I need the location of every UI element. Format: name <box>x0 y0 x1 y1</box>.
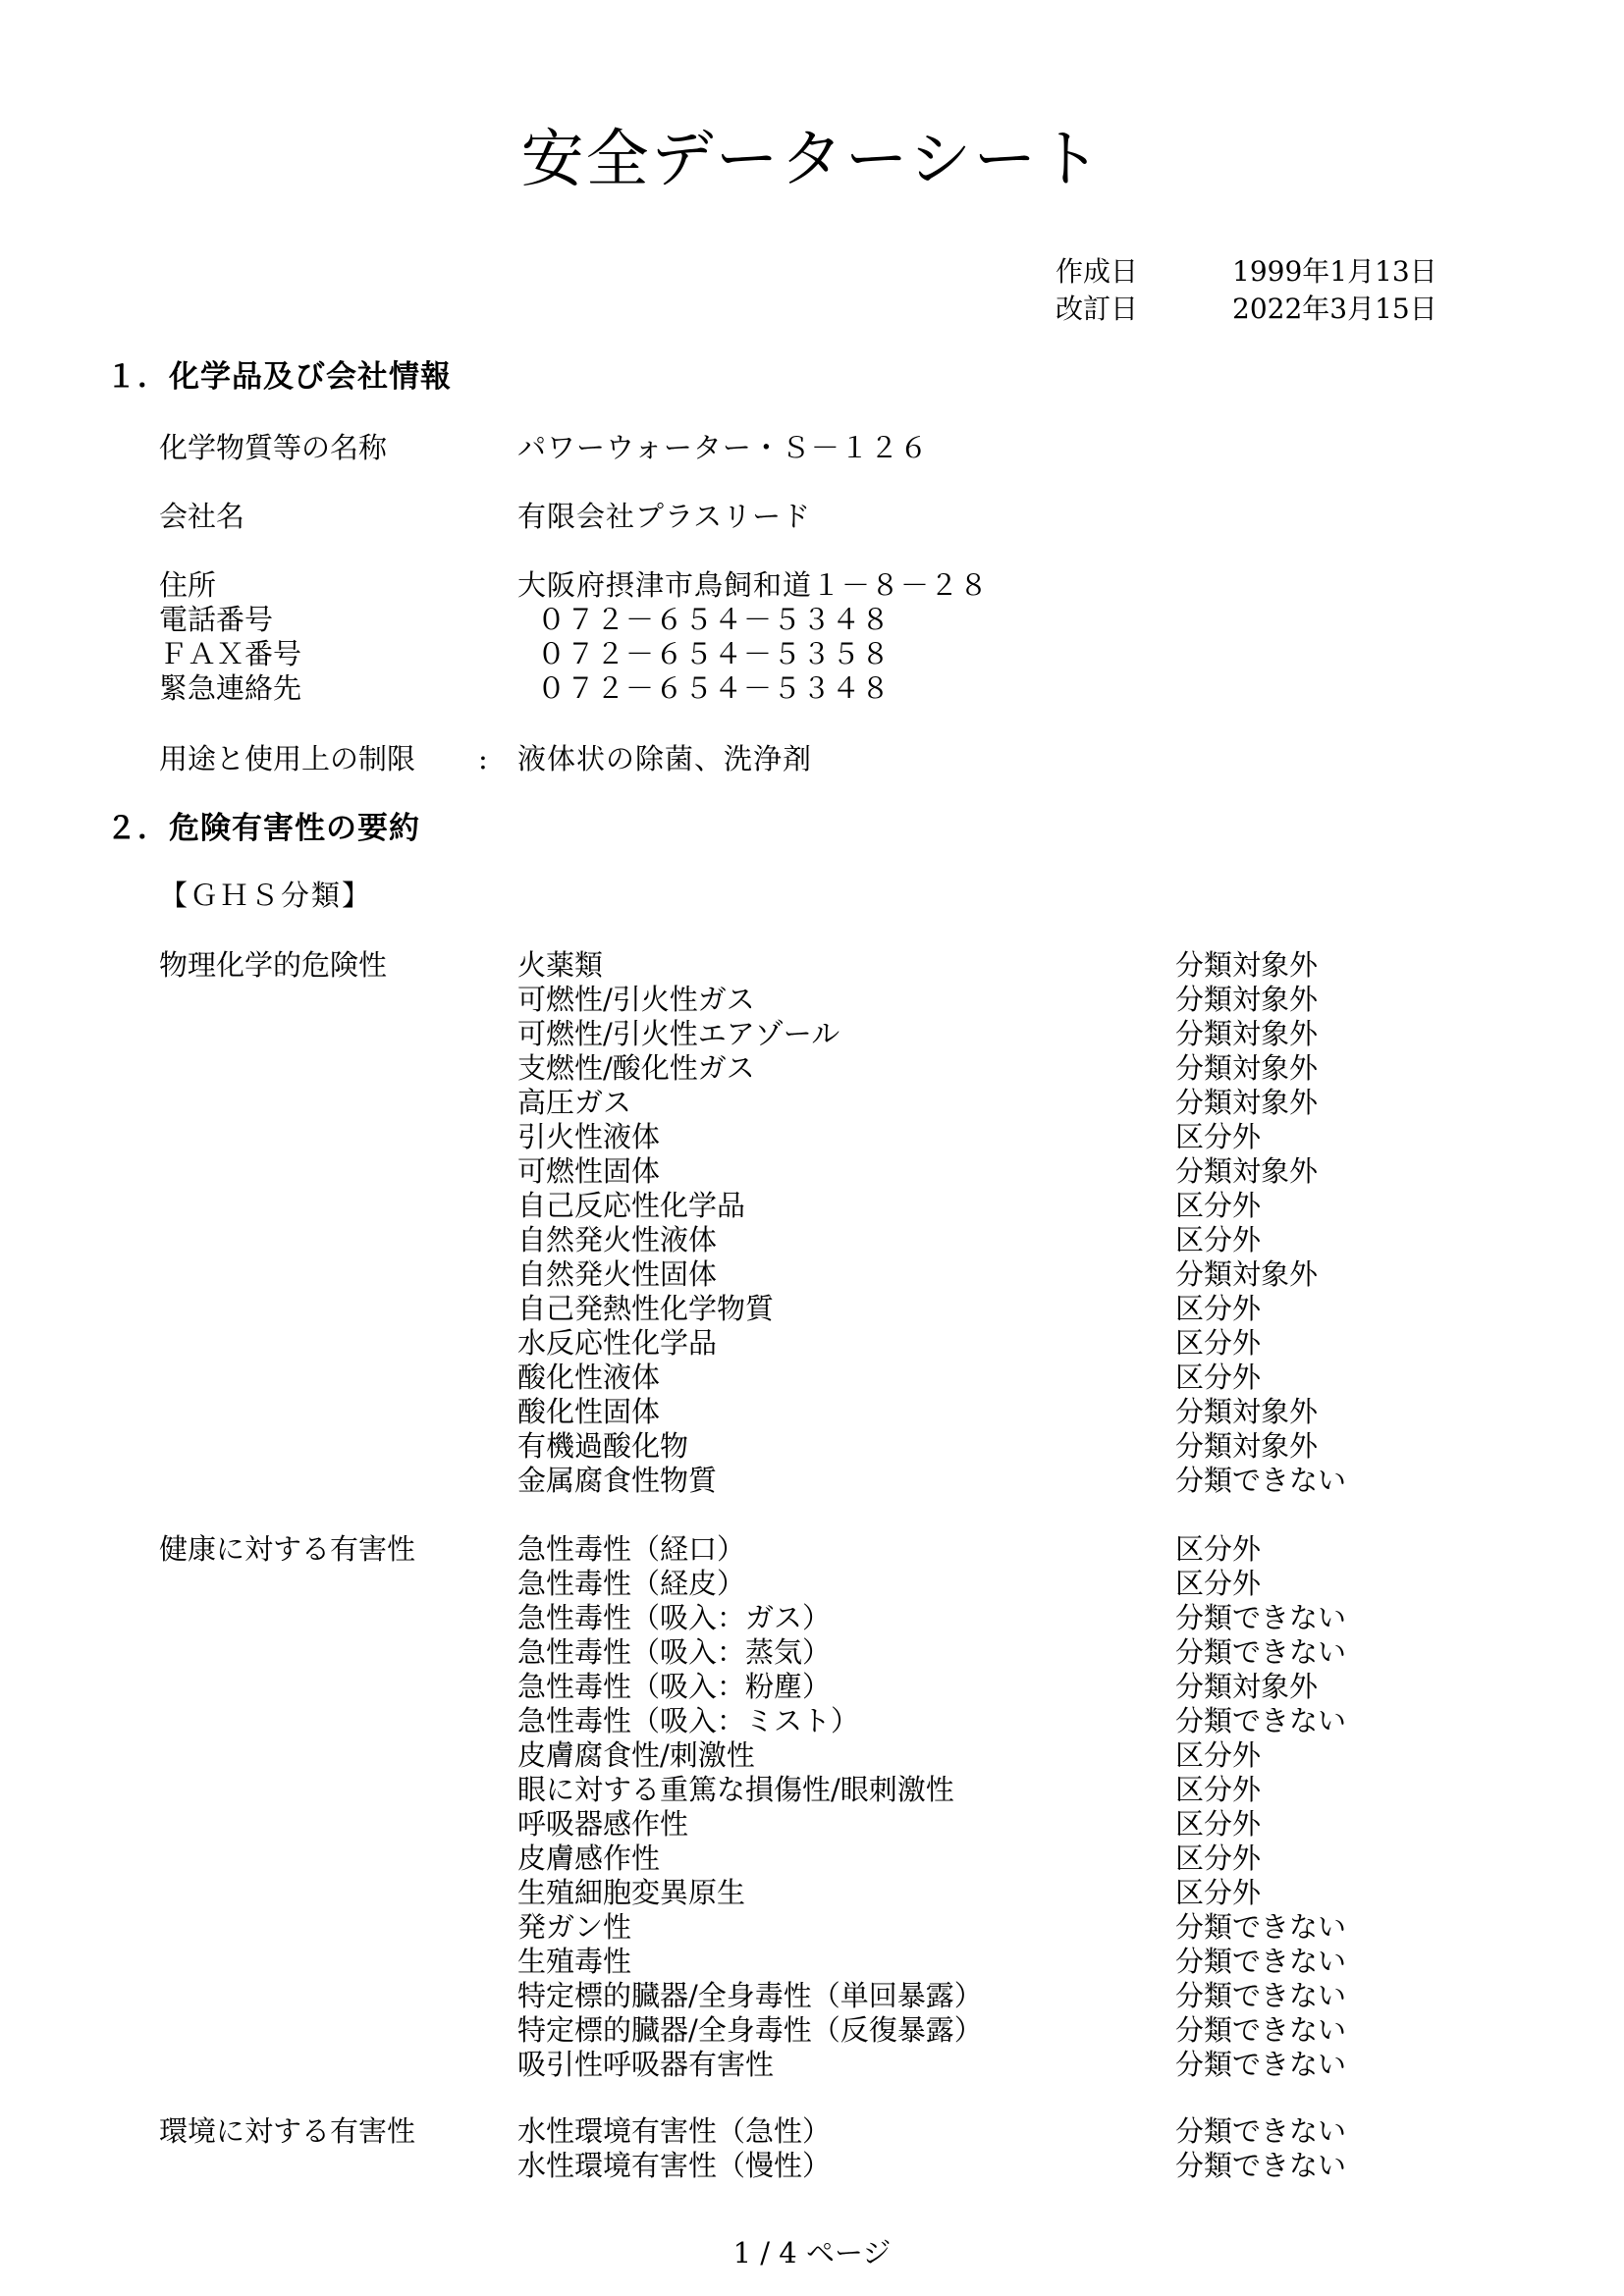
hazard-name: 自己反応性化学品 <box>517 1189 746 1222</box>
hazard-classification: 分類できない <box>1175 1464 1347 1497</box>
hazard-row <box>517 1738 1372 1773</box>
hazard-name: 特定標的臓器/全身毒性（反復暴露） <box>517 2013 983 2047</box>
physical-hazards-list <box>517 948 1372 1498</box>
hazard-classification: 分類できない <box>1175 2013 1347 2047</box>
address-label: 住所 <box>159 568 217 602</box>
hazard-row <box>517 1326 1372 1361</box>
hazard-row <box>517 1429 1372 1464</box>
hazard-row <box>517 1876 1372 1910</box>
hazard-classification: 分類対象外 <box>1175 1257 1319 1291</box>
hazard-row <box>517 1945 1372 1979</box>
hazard-name: 引火性液体 <box>517 1120 661 1153</box>
revised-date-label: 改訂日 <box>1056 293 1139 325</box>
hazard-row <box>517 1910 1372 1945</box>
hazard-row <box>517 1257 1372 1292</box>
hazard-row <box>517 1361 1372 1395</box>
hazard-name: 急性毒性（経口） <box>517 1532 746 1566</box>
usage-value: 液体状の除菌、洗浄剤 <box>517 742 813 775</box>
hazard-row <box>517 2149 1372 2183</box>
hazard-name: 自然発火性液体 <box>517 1223 718 1256</box>
hazard-name: 急性毒性（吸入：粉塵） <box>517 1670 832 1703</box>
usage-field <box>159 741 812 776</box>
hazard-row <box>517 2013 1372 2048</box>
hazard-name: 特定標的臓器/全身毒性（単回暴露） <box>517 1979 983 2012</box>
hazard-classification: 分類できない <box>1175 1601 1347 1634</box>
hazard-name: 有機過酸化物 <box>517 1429 689 1463</box>
hazard-row <box>517 2048 1372 2082</box>
created-date-value: 1999年1月13日 <box>1232 255 1437 288</box>
address-value: 大阪府摂津市鳥飼和道１－８－２８ <box>517 568 990 602</box>
hazard-name: 火薬類 <box>517 948 604 982</box>
hazard-name: 急性毒性（吸入：蒸気） <box>517 1635 832 1669</box>
hazard-row <box>517 983 1372 1017</box>
company-value: 有限会社プラスリード <box>517 500 812 533</box>
hazard-name: 自己発熱性化学物質 <box>517 1292 775 1325</box>
hazard-classification: 区分外 <box>1175 1361 1262 1394</box>
hazard-row <box>517 1395 1372 1429</box>
hazard-classification: 分類対象外 <box>1175 948 1319 982</box>
document-dates <box>1056 253 1448 328</box>
hazard-classification: 分類できない <box>1175 1945 1347 1978</box>
hazard-name: 可燃性/引火性ガス <box>517 983 755 1016</box>
hazard-classification: 分類できない <box>1175 2114 1347 2148</box>
hazard-name: 吸引性呼吸器有害性 <box>517 2048 775 2081</box>
hazard-name: 生殖毒性 <box>517 1945 632 1978</box>
section-2-heading: ２．危険有害性の要約 <box>106 811 420 846</box>
hazard-row <box>517 1120 1372 1154</box>
company-field <box>159 499 811 534</box>
hazard-name: 皮膚腐食性/刺激性 <box>517 1738 755 1772</box>
hazard-row <box>517 1635 1372 1670</box>
created-date-row <box>1056 253 1448 291</box>
hazard-name: 自然発火性固体 <box>517 1257 718 1291</box>
usage-label: 用途と使用上の制限 <box>159 742 416 775</box>
hazard-row <box>517 1086 1372 1120</box>
hazard-name: 酸化性液体 <box>517 1361 661 1394</box>
hazard-row <box>517 1189 1372 1223</box>
hazard-name: 眼に対する重篤な損傷性/眼刺激性 <box>517 1773 954 1806</box>
hazard-classification: 区分外 <box>1175 1189 1262 1222</box>
health-hazards-list <box>517 1532 1372 2082</box>
group-label: 物理化学的危険性 <box>159 948 388 982</box>
hazard-classification: 分類できない <box>1175 2149 1347 2182</box>
emergency-label: 緊急連絡先 <box>159 671 302 705</box>
environmental-hazards-list <box>517 2114 1372 2183</box>
group-label: 環境に対する有害性 <box>159 2114 416 2148</box>
hazard-name: 支燃性/酸化性ガス <box>517 1051 755 1085</box>
hazard-classification: 区分外 <box>1175 1738 1262 1772</box>
hazard-classification: 分類対象外 <box>1175 1154 1319 1188</box>
page-title: 安全データーシート <box>520 124 1104 196</box>
hazard-name: 急性毒性（吸入：ミスト） <box>517 1704 860 1737</box>
fax-field <box>159 636 891 671</box>
emergency-field <box>159 670 891 706</box>
hazard-classification: 分類できない <box>1175 1635 1347 1669</box>
section-1-heading: １．化学品及び会社情報 <box>106 359 452 395</box>
hazard-row <box>517 1154 1372 1189</box>
hazard-classification: 分類できない <box>1175 1704 1347 1737</box>
hazard-name: 可燃性固体 <box>517 1154 661 1188</box>
revised-date-value: 2022年3月15日 <box>1232 293 1437 325</box>
hazard-classification: 区分外 <box>1175 1223 1262 1256</box>
page-number: 1 / 4 ページ <box>732 2236 892 2269</box>
hazard-row <box>517 1979 1372 2013</box>
hazard-classification: 区分外 <box>1175 1292 1262 1325</box>
hazard-classification: 分類対象外 <box>1175 1395 1319 1428</box>
hazard-name: 急性毒性（経皮） <box>517 1567 746 1600</box>
hazard-classification: 分類対象外 <box>1175 1017 1319 1050</box>
phone-field <box>159 602 891 637</box>
fax-value: ０７２－６５４－５３５８ <box>537 637 892 670</box>
hazard-row <box>517 1051 1372 1086</box>
hazard-classification: 区分外 <box>1175 1876 1262 1909</box>
hazard-classification: 分類できない <box>1175 2048 1347 2081</box>
hazard-classification: 分類対象外 <box>1175 983 1319 1016</box>
health-hazards-group <box>159 1532 1372 2082</box>
hazard-name: 高圧ガス <box>517 1086 632 1119</box>
phone-value: ０７２－６５４－５３４８ <box>537 603 892 636</box>
hazard-row <box>517 1567 1372 1601</box>
hazard-name: 酸化性固体 <box>517 1395 661 1428</box>
hazard-classification: 区分外 <box>1175 1773 1262 1806</box>
hazard-classification: 分類対象外 <box>1175 1429 1319 1463</box>
hazard-row <box>517 1017 1372 1051</box>
physical-hazards-group <box>159 948 1372 1498</box>
environmental-hazards-group <box>159 2114 1372 2183</box>
hazard-row <box>517 948 1372 983</box>
fax-label: ＦＡＸ番号 <box>159 637 302 670</box>
hazard-row <box>517 1807 1372 1842</box>
hazard-row <box>517 1842 1372 1876</box>
address-field <box>159 567 989 603</box>
product-name-label: 化学物質等の名称 <box>159 431 388 464</box>
created-date-label: 作成日 <box>1056 255 1139 288</box>
group-label: 健康に対する有害性 <box>159 1532 416 1566</box>
hazard-classification: 分類できない <box>1175 1979 1347 2012</box>
hazard-name: 水性環境有害性（慢性） <box>517 2149 832 2182</box>
hazard-name: 急性毒性（吸入：ガス） <box>517 1601 832 1634</box>
hazard-classification: 区分外 <box>1175 1842 1262 1875</box>
hazard-name: 発ガン性 <box>517 1910 632 1944</box>
hazard-row <box>517 2114 1372 2149</box>
hazard-row <box>517 1223 1372 1257</box>
hazard-row <box>517 1532 1372 1567</box>
product-name-field <box>159 430 929 465</box>
hazard-classification: 区分外 <box>1175 1807 1262 1841</box>
hazard-classification: 区分外 <box>1175 1120 1262 1153</box>
hazard-classification: 分類対象外 <box>1175 1086 1319 1119</box>
hazard-classification: 分類対象外 <box>1175 1670 1319 1703</box>
hazard-row <box>517 1464 1372 1498</box>
hazard-classification: 区分外 <box>1175 1326 1262 1360</box>
hazard-name: 水性環境有害性（急性） <box>517 2114 832 2148</box>
emergency-value: ０７２－６５４－５３４８ <box>537 671 892 705</box>
revised-date-row <box>1056 291 1448 328</box>
ghs-classification-heading: 【ＧＨＳ分類】 <box>159 879 373 912</box>
hazard-name: 金属腐食性物質 <box>517 1464 718 1497</box>
hazard-row <box>517 1704 1372 1738</box>
hazard-row <box>517 1292 1372 1326</box>
usage-colon: : <box>478 742 488 775</box>
hazard-row <box>517 1773 1372 1807</box>
product-name-value: パワーウォーター・Ｓ－１２６ <box>517 431 929 464</box>
hazard-name: 皮膚感作性 <box>517 1842 661 1875</box>
hazard-name: 可燃性/引火性エアゾール <box>517 1017 840 1050</box>
hazard-row <box>517 1601 1372 1635</box>
hazard-name: 水反応性化学品 <box>517 1326 718 1360</box>
hazard-row <box>517 1670 1372 1704</box>
hazard-classification: 区分外 <box>1175 1567 1262 1600</box>
hazard-classification: 区分外 <box>1175 1532 1262 1566</box>
phone-label: 電話番号 <box>159 603 274 636</box>
hazard-classification: 分類対象外 <box>1175 1051 1319 1085</box>
company-label: 会社名 <box>159 500 245 533</box>
hazard-name: 呼吸器感作性 <box>517 1807 689 1841</box>
hazard-classification: 分類できない <box>1175 1910 1347 1944</box>
hazard-name: 生殖細胞変異原生 <box>517 1876 746 1909</box>
